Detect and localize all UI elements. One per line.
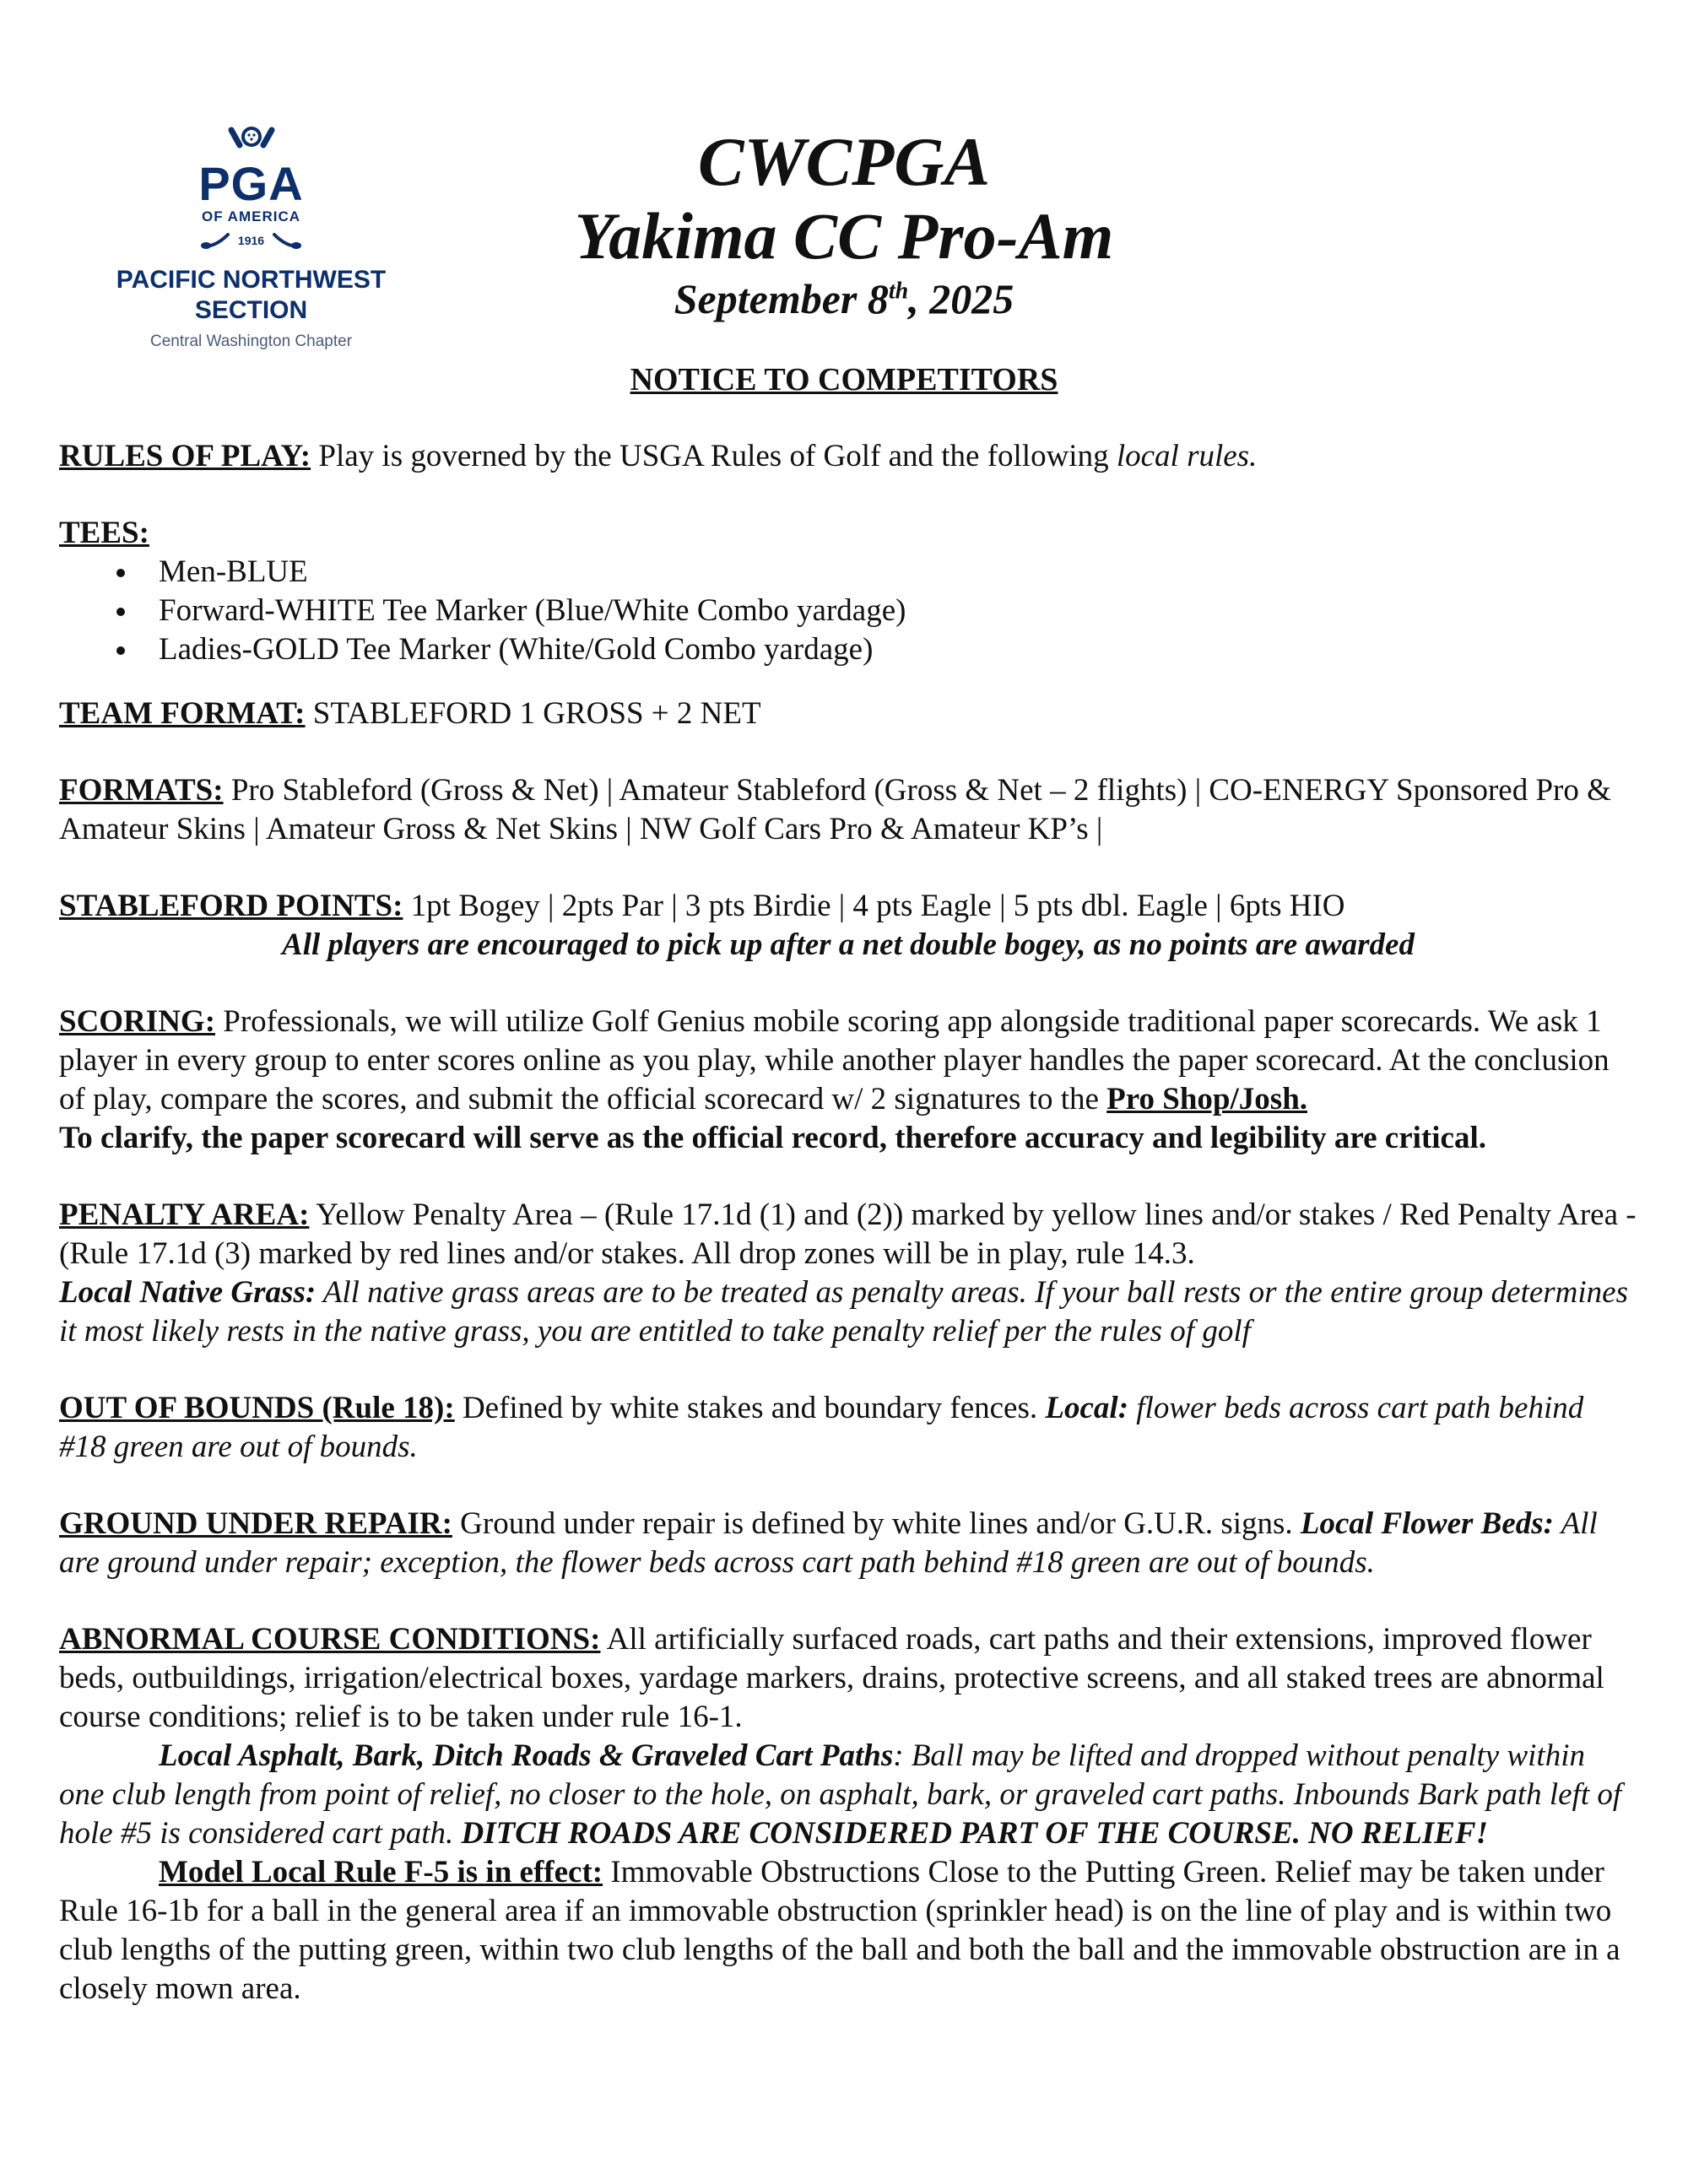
- header-event: Yakima CC Pro-Am: [574, 199, 1114, 273]
- date-year: , 2025: [908, 275, 1014, 322]
- gur-label: GROUND UNDER REPAIR:: [59, 1506, 452, 1541]
- header-date: [473, 272, 1215, 326]
- native-grass-text: All native grass areas are to be treated as penalty areas. If your ball rests or the entire group determines it most likely rests in the native grass, you are entitled to take penalty relief per the rules of golf: [59, 1275, 1629, 1349]
- abnormal-course-conditions: [59, 1620, 1637, 1737]
- penalty-area: [59, 1196, 1637, 1351]
- bullet-icon: [116, 608, 125, 616]
- logo-year: 1916: [237, 234, 265, 247]
- team-format-text: STABLEFORD 1 GROSS + 2 NET: [305, 696, 761, 731]
- formats: [59, 771, 1637, 849]
- logo-year-row: [84, 226, 418, 255]
- document-body: [59, 437, 1637, 2008]
- header-org: CWCPGA: [697, 123, 991, 200]
- stableford-note: All players are encouraged to pick up after a net double bogey, as no points are awarded: [282, 927, 1415, 962]
- stableford-text: 1pt Bogey | 2pts Par | 3 pts Birdie | 4 pts Eagle | 5 pts dbl. Eagle | 6pts HIO: [403, 889, 1345, 923]
- gur-text: Ground under repair is defined by white lines and/or G.U.R. signs.: [452, 1506, 1301, 1541]
- out-of-bounds: [59, 1389, 1637, 1467]
- f5-label: Model Local Rule F-5 is in effect:: [159, 1855, 603, 1889]
- list-item: Men-BLUE: [59, 553, 1637, 592]
- model-local-rule-f5: [59, 1853, 1637, 2008]
- logo-chapter: Central Washington Chapter: [149, 332, 353, 350]
- rules-of-play: [59, 437, 1637, 476]
- f5-text: Immovable Obstructions Close to the Putting Green. Relief may be taken under Rule 16-1b for a ball in the general area if an immovable obstruction (sprinkler head) is on the line of play and is within two club lengths of the putting green, within two club lengths of the ball and both the ball and the immovable obstruction are in a closely mown area.: [59, 1855, 1620, 2006]
- formats-label: FORMATS:: [59, 773, 224, 808]
- logo-of-america: OF AMERICA: [201, 208, 301, 224]
- acc-local-label: Local Asphalt, Bark, Ditch Roads & Graveled Cart Paths: [159, 1738, 894, 1773]
- bullet-icon: [116, 569, 125, 577]
- golf-club-left-icon: [201, 231, 231, 250]
- penalty-label: PENALTY AREA:: [59, 1197, 310, 1232]
- acc-label: ABNORMAL COURSE CONDITIONS:: [59, 1622, 601, 1657]
- oob-label: OUT OF BOUNDS (Rule 18):: [59, 1391, 455, 1425]
- rules-of-play-italic: local rules.: [1116, 439, 1258, 473]
- gur-local-text: All are ground under repair; exception, the flower beds across cart path behind #18 green are out of bounds.: [59, 1506, 1598, 1580]
- stableford-points: [59, 887, 1637, 926]
- stableford-label: STABLEFORD POINTS:: [59, 889, 403, 923]
- list-item: Ladies-GOLD Tee Marker (White/Gold Combo yardage): [59, 630, 1637, 669]
- acc-text: All artificially surfaced roads, cart paths and their extensions, improved flower beds, outbuildings, irrigation/electrical boxes, yardage markers, drains, protective screens, and all staked trees are abnormal course conditions; relief is to be taken under rule 16-1.: [59, 1622, 1604, 1734]
- oob-local-text: flower beds across cart path behind #18 green are out of bounds.: [59, 1391, 1584, 1464]
- bullet-icon: [116, 646, 125, 655]
- golf-club-right-icon: [271, 231, 301, 250]
- formats-text: Pro Stableford (Gross & Net) | Amateur Stableford (Gross & Net – 2 flights) | CO-ENERGY Sponsored Pro & Amateur Skins | Amateur Gross & Net Skins | NW Golf Cars Pro & Amateur KP’s |: [59, 773, 1611, 846]
- scoring: [59, 1003, 1637, 1158]
- penalty-text: Yellow Penalty Area – (Rule 17.1d (1) and (2)) marked by yellow lines and/or stakes / Red Penalty Area - (Rule 17.1d (3) marked by red lines and/or stakes. All drop zones will be in play, rule 14.3.: [59, 1197, 1637, 1271]
- tees-heading: [59, 514, 1637, 553]
- logo-section-line1: PACIFIC NORTHWEST: [116, 266, 387, 294]
- tees-label: TEES:: [59, 516, 149, 550]
- gur-local-label: Local Flower Beds:: [1300, 1506, 1554, 1541]
- date-main: September 8: [674, 275, 889, 322]
- scoring-label: SCORING:: [59, 1004, 216, 1039]
- oob-text: Defined by white stakes and boundary fences.: [454, 1391, 1046, 1425]
- rules-of-play-text: Play is governed by the USGA Rules of Golf and the following: [311, 439, 1117, 473]
- ground-under-repair: [59, 1505, 1637, 1582]
- native-grass-label: Local Native Grass:: [59, 1275, 316, 1310]
- acc-local-text: : Ball may be lifted and dropped without penalty within one club length from point of relief, no closer to the hole, on asphalt, bark, or graveled cart paths. Inbounds Bark path left of hole #5 is considered cart path.: [59, 1738, 1622, 1851]
- pga-logo: [84, 120, 418, 353]
- team-format-label: TEAM FORMAT:: [59, 696, 306, 731]
- ditch-roads-note: DITCH ROADS ARE CONSIDERED PART OF THE COURSE. NO RELIEF!: [461, 1816, 1488, 1851]
- scoring-clarify: To clarify, the paper scorecard will serve as the official record, therefore accuracy and legibility are critical.: [59, 1121, 1486, 1155]
- acc-local-rule: [59, 1737, 1637, 1853]
- pro-shop-link: Pro Shop/Josh.: [1106, 1082, 1308, 1116]
- scoring-text: Professionals, we will utilize Golf Genius mobile scoring app alongside traditional paper scorecards. We ask 1 player in every group to enter scores online as you play, while another player handles the paper scorecard. At the conclusion of play, compare the scores, and submit the official scorecard w/ 2 signatures to the: [59, 1004, 1610, 1116]
- date-suffix: th: [888, 278, 909, 305]
- notice-heading: NOTICE TO COMPETITORS: [630, 362, 1058, 397]
- team-format: [59, 695, 1637, 733]
- list-item: Forward-WHITE Tee Marker (Blue/White Combo yardage): [59, 592, 1637, 630]
- logo-pga-text: PGA: [198, 157, 304, 210]
- oob-local-label: Local:: [1045, 1391, 1129, 1425]
- logo-section-line2: SECTION: [194, 296, 308, 324]
- rules-of-play-label: RULES OF PLAY:: [59, 439, 311, 473]
- tees-list: [59, 553, 1637, 669]
